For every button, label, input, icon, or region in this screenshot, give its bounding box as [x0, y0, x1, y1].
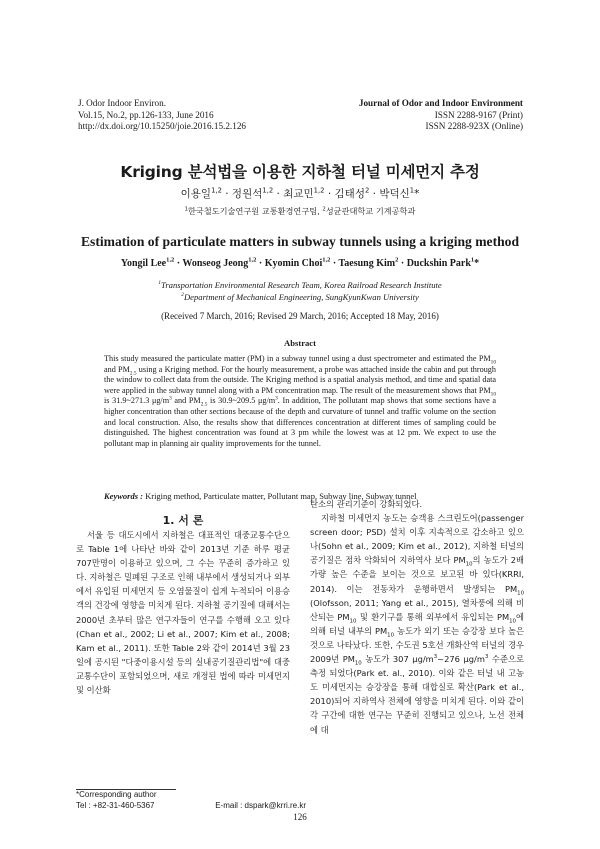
footnote-email[interactable]: E-mail : dspark@krri.re.kr [215, 800, 306, 810]
journal-title: Journal of Odor and Indoor Environment [358, 98, 523, 108]
footnote-label: *Corresponding author [76, 790, 157, 799]
journal-header-right [359, 98, 523, 133]
intro-paragraph: 서울 등 대도시에서 지하철은 대표적인 대중교통수단으로 Table 1에 나타난 바와 같이 2013년 기준 하루 평균 707만명이 이용하고 있으며, 그 수는 꾸준히 증가하고 있다. 지하철은 밀폐된 구조로 인해 내부에서 생성되거나 외부에서 유입된 미세먼지 등 오염물질이 쉽게 누적되어 이용승객의 건강에 영향을 미치게 된다. 지하철 공기질에 대해서는 2000년 초부터 많은 연구자들이 연구를 수행해 오고 있다(Chan et al., 2002; Li et al., 2007; Kim et al., 2008; Kam et al., 2011). 또한 Table 2와 같이 2014년 3월 23일에 공시된 "다중이용시설 등의 실내공기질관리법"에 대중교통수단이 포함되었으며, 새로 개정된 법에 따라 미세먼지 및 이산화 [76, 530, 290, 696]
journal-abbrev: J. Odor Indoor Environ. [78, 98, 167, 108]
abstract-text: This study measured the particulate matter (PM) in a subway tunnel using a dust spectrometer and estimated the $PM_{10}$ and $PM_{2.5}$ using a Kriging method. For the hourly measurement, a probe was attached inside the cabin and put through the window to collect data from the outside. The Kriging method is a spatial analysis method, and time and spatial data were applied in the subway tunnel along with a PM concentration map. The result of the measurement shows that $PM_{10}$ is 31.9~271.3 $\mu g/m^3$ and $PM_{2.5}$ is 30.9~209.5 $\mu g/m^3$. In addition, The pollutant map shows that some sections have a higher concentration than other sections because of the depth and curvature of tunnel and traffic volume on the section and local construction. Also, the results show that differences concentration at different times of sampling could be distinguished. The highest concentration was found at 3 pm while the lowest was at 12 pm. We expect to use the pollutant map in planning air quality improvements for the tunnel. [104, 354, 496, 448]
journal-volume: Vol.15, No.2, pp.126-133, June 2016 [78, 109, 214, 120]
affiliation-korean: $^1$한국철도기술연구원 교통환경연구팀, $^2$성균관대학교 기계공학과 [184, 206, 416, 216]
page-number: 126 [293, 812, 307, 822]
issn-print: ISSN 2288-9167 (Print) [434, 109, 523, 120]
authors-korean: 이용일$^{1,2}$ · 정원석$^{1,2}$ · 최교민$^{1,2}$ · 김태성$^2$ · 박덕신$^1$* [180, 186, 420, 200]
title-english: Estimation of particulate matters in subway tunnels using a kriging method [80, 234, 520, 249]
keywords-list: Kriging method, Particulate matter, Pollutant map, Subway line, Subway tunnel [145, 491, 417, 501]
footnote-tel: Tel : +82-31-460-5367 [76, 800, 155, 810]
received-dates: (Received 7 March, 2016; Revised 29 March, 2016; Accepted 18 May, 2016) [161, 311, 439, 321]
body-column-left [76, 528, 290, 697]
journal-doi[interactable]: http://dx.doi.org/10.15250/joie.2016.15.2.126 [78, 121, 247, 132]
section-heading-introduction: 1. 서 론 [162, 514, 204, 527]
journal-header-left [78, 98, 246, 133]
intro-paragraph-2: 지하철 미세먼지 농도는 승객용 스크린도어(passenger screen door; PSD) 설치 이후 지속적으로 감소하고 있으나(Sohn et al., 2009; Kim et al., 2012), 지하철 터널의 공기질은 점차 악화되어 지하역사 보다 $PM_{10}$의 농도가 2배가량 높은 수준을 보이는 것으로 보고된 바 있다(KRRI, 2014). 이는 전동차가 운행하면서 발생되는 $PM_{10}$ (Olofsson, 2011; Yang et al., 2015), 열차풍에 의해 비산되는 $PM_{10}$ 및 환기구를 통해 외부에서 유입되는 $PM_{10}$에 의해 터널 내부의 $PM_{10}$ 농도가 외기 또는 승강장 보다 높은 것으로 나타났다. 또한, 수도권 5호선 개화산역 터널의 경우 2009년 $PM_{10}$ 농도가 307 $\mu g/m^3\sim 276$ $\mu g/m^3$ 수준으로 측정 되었다(Park et. al., 2010). 이와 같은 터널 내 고농도 미세먼지는 승강장을 통해 대합실로 확산(Park et al., 2010)되어 지하역사 전체에 영향을 미치게 된다. 이와 같이 각 구간에 대한 연구는 꾸준히 진행되고 있으나, 노선 전체에 대 [310, 513, 524, 735]
body-column-right [310, 497, 524, 737]
footnote [76, 790, 306, 811]
issn-online: ISSN 2288-923X (Online) [425, 121, 523, 132]
intro-continuation: 탄소의 관리기준이 강화되었다. [310, 499, 423, 509]
authors-english: Yongil Lee$^{1,2}$ · Wonseog Jeong$^{1,2}$ · Kyomin Choi$^{1,2}$ · Taesung Kim$^2$ · Duckshin Park$^1$* [120, 256, 480, 269]
keywords-label: Keywords : [104, 491, 143, 501]
affiliation-english: $^1$Transportation Environmental Research Team, Korea Railroad Research Institute $^2$Department of Mechanical Engineering, SungKyunKwan University [158, 280, 442, 302]
abstract-heading: Abstract [284, 338, 316, 348]
title-korean: Kriging 분석법을 이용한 지하철 터널 미세먼지 추정 [120, 163, 480, 181]
